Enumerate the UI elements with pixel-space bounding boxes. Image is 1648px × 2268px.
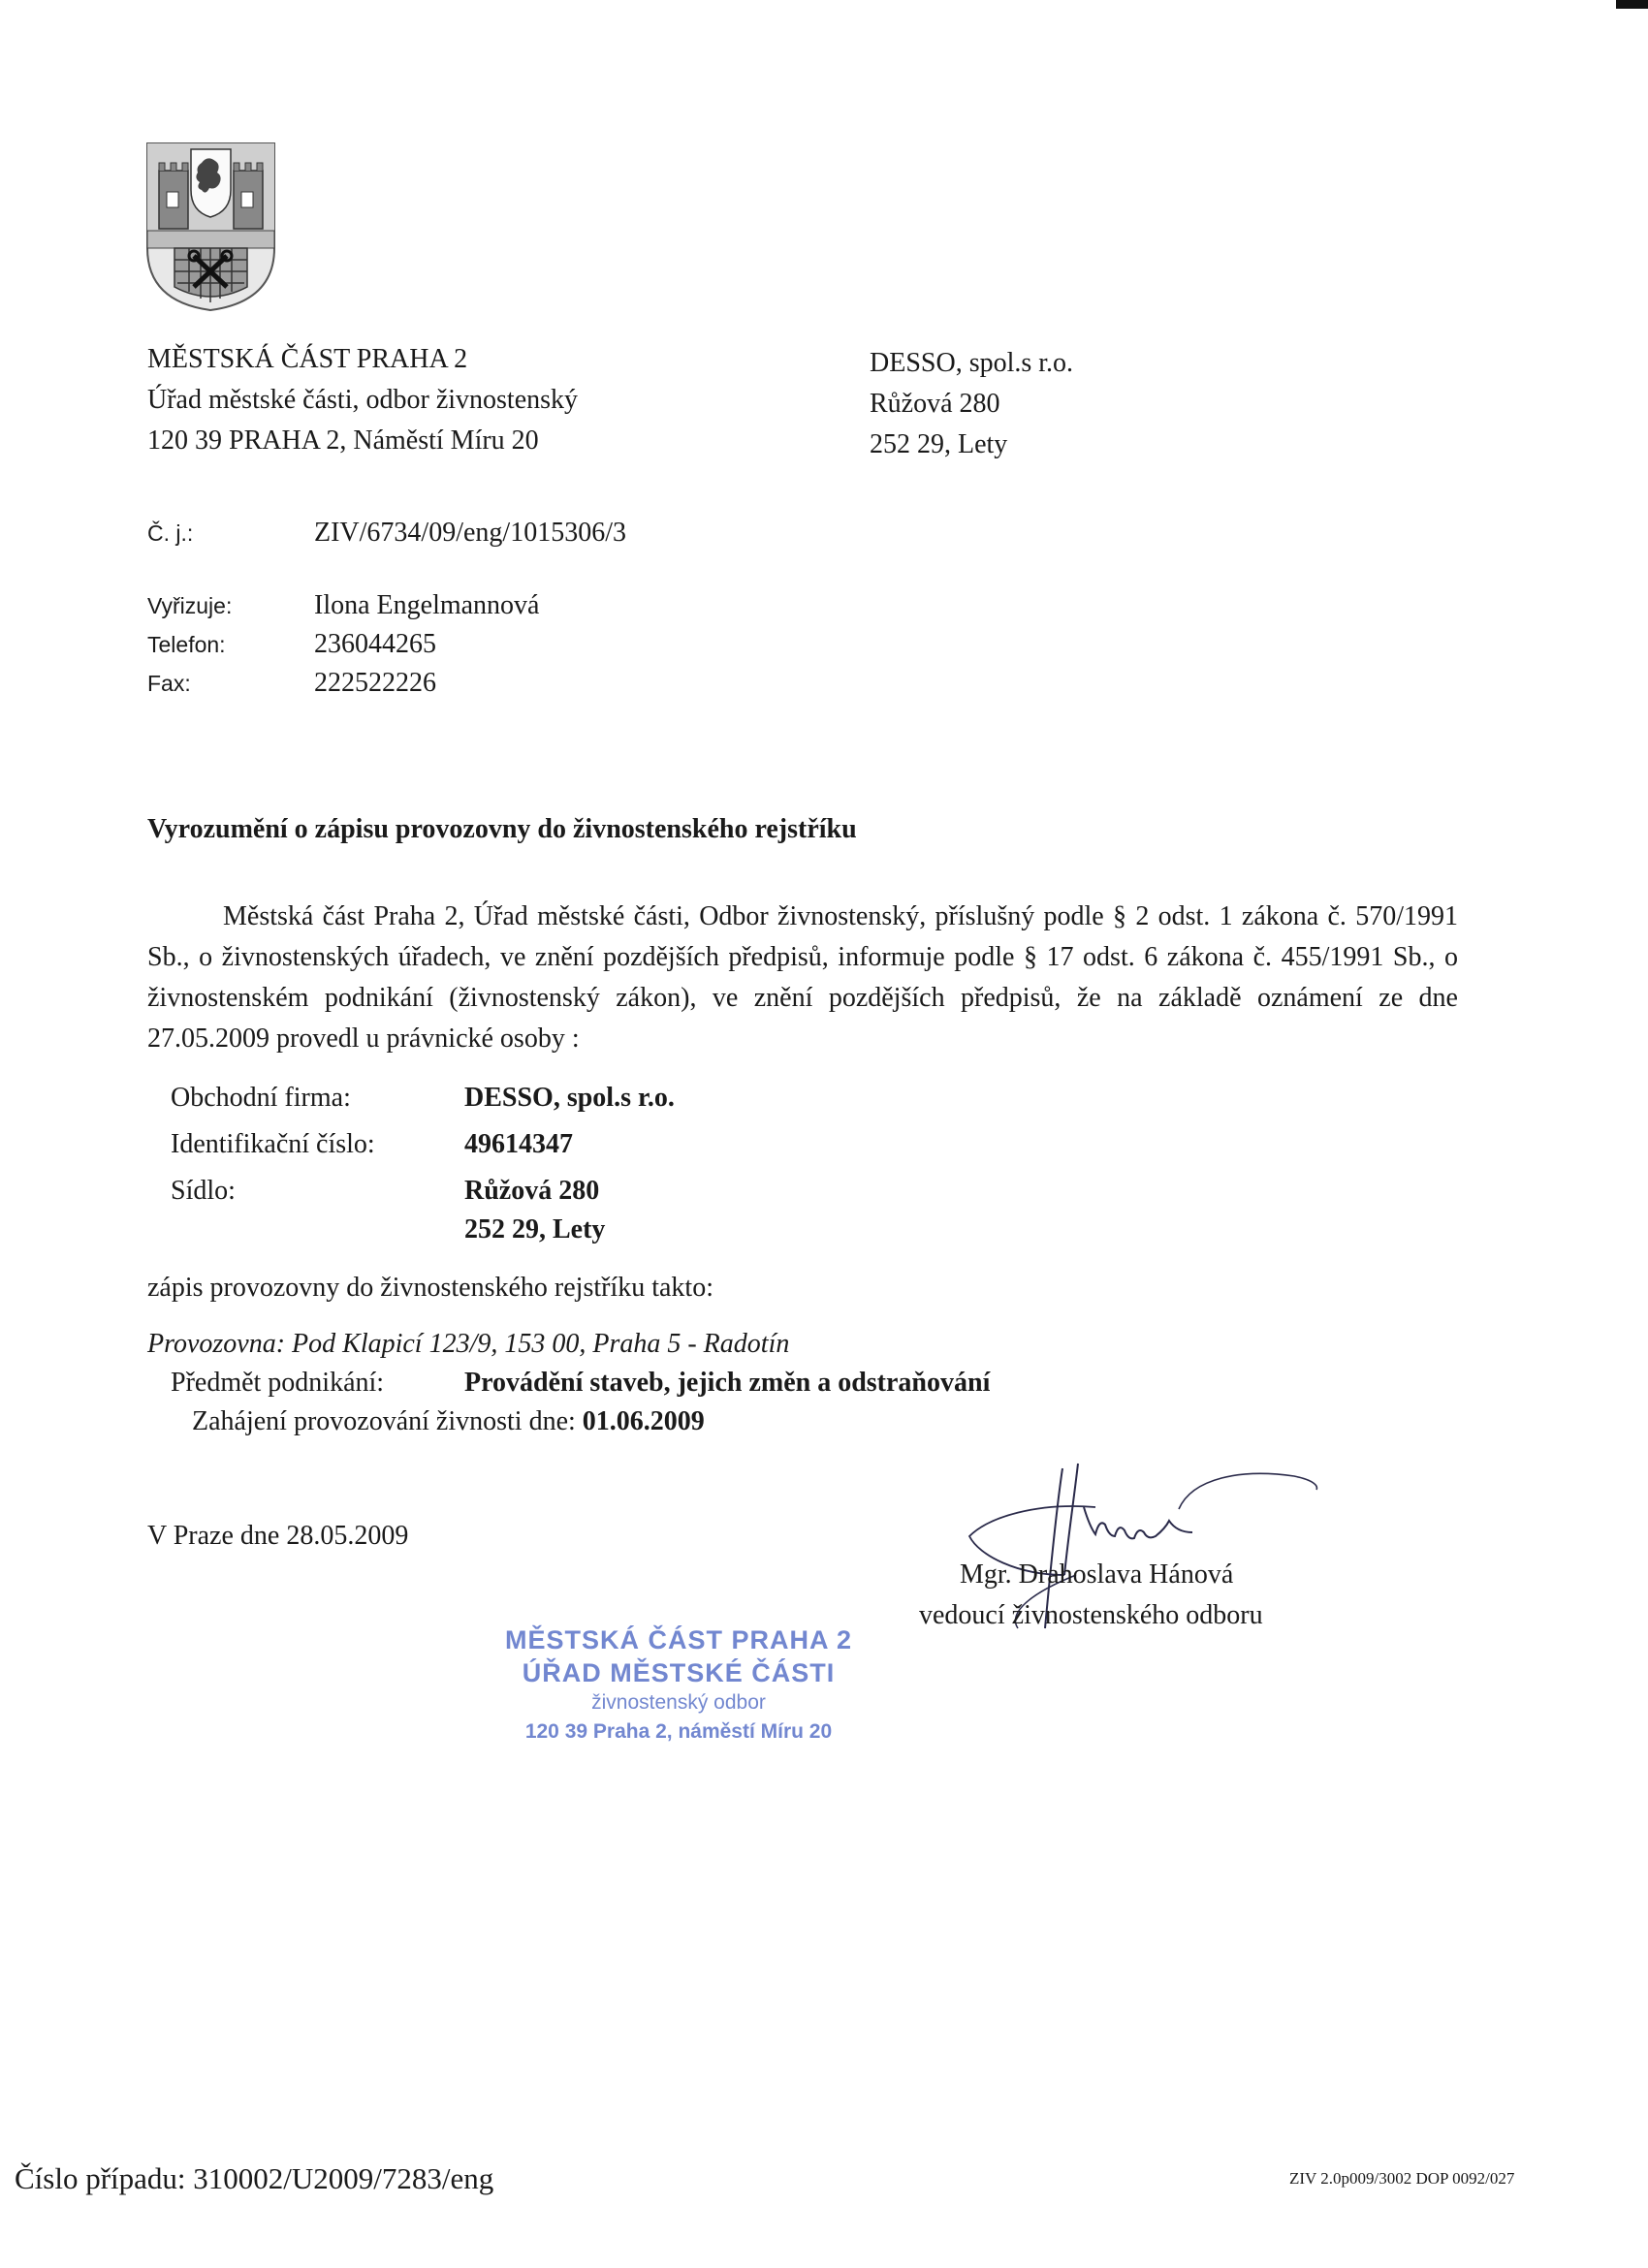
ic-label: Identifikační číslo: [171,1129,375,1159]
sender-line-1: MĚSTSKÁ ČÁST PRAHA 2 [147,344,468,374]
handled-by-row [147,586,539,625]
seat-line-1: Růžová 280 [464,1176,600,1206]
stamp-line-4: 120 39 Praha 2, náměstí Míru 20 [524,1720,833,1743]
handled-by-label: Vyřizuje: [147,593,233,618]
body-paragraph-text: Městská část Praha 2, Úřad městské části, Odbor živnostenský, příslušný podle § 2 odst. 1 zákona č. 570/1991 Sb., o živnostenských úřadech, ve znění pozdějších předpisů, informuje podle § 17 odst. 6 zákona č. 455/1991 Sb., o živnostenském podnikání (živnostenský zákon), ve znění pozdějších předpisů, že na základě oznámení ze dne 27.05.2009 provedl u právnické osoby : [147,901,1458,1054]
coat-of-arms-icon [145,142,276,312]
registration-intro: zápis provozovny do živnostenského rejstříku takto: [147,1273,713,1303]
start-date-value: 01.06.2009 [582,1406,705,1436]
handled-by-value: Ilona Engelmannová [314,590,540,620]
recipient-address [870,343,1073,465]
phone-value: 236044265 [314,629,436,659]
recipient-line-1: DESSO, spol.s r.o. [870,348,1074,378]
form-code: ZIV 2.0p009/3002 DOP 0092/027 [1289,2169,1515,2188]
seat-label: Sídlo: [171,1176,236,1206]
stamp-line-1: MĚSTSKÁ ČÁST PRAHA 2 [504,1625,853,1654]
business-subject-value: Provádění staveb, jejich změn a odstraňování [464,1368,991,1398]
phone-row [147,625,436,664]
body-paragraph [147,897,1458,1059]
fax-row [147,664,436,703]
sender-line-3: 120 39 PRAHA 2, Náměstí Míru 20 [147,425,539,456]
fax-value: 222522226 [314,668,436,698]
reference-number-value: ZIV/6734/09/eng/1015306/3 [314,518,626,548]
seat-line-2: 252 29, Lety [464,1214,606,1244]
firm-label: Obchodní firma: [171,1083,351,1113]
case-number: Číslo případu: 310002/U2009/7283/eng [15,2161,494,2195]
signer-role: vedoucí živnostenského odboru [919,1600,1263,1630]
document-heading: Vyrozumění o zápisu provozovny do živnostenského rejstříku [147,814,857,844]
stamp-line-3: živnostenský odbor [591,1691,766,1714]
sender-address [147,339,578,461]
sender-line-2: Úřad městské části, odbor živnostenský [147,385,579,415]
recipient-line-3: 252 29, Lety [870,429,1008,459]
signer-name: Mgr. Drahoslava Hánová [960,1559,1234,1590]
business-subject-label: Předmět podnikání: [171,1368,385,1398]
official-stamp [456,1623,902,1748]
place-and-date: V Praze dne 28.05.2009 [147,1521,409,1551]
firm-value: DESSO, spol.s r.o. [464,1083,675,1113]
reference-number-row [147,514,626,552]
start-date-label: Zahájení provozování živnosti dne: [192,1406,576,1436]
reference-number-label: Č. j.: [147,520,194,546]
stamp-line-2: ÚŘAD MĚSTSKÉ ČÁSTI [522,1658,836,1687]
recipient-line-2: Růžová 280 [870,389,1000,419]
scan-corner-mark [1616,0,1648,9]
ic-value: 49614347 [464,1129,573,1159]
start-date-row [192,1402,705,1442]
phone-label: Telefon: [147,632,226,657]
premises-address: Provozovna: Pod Klapicí 123/9, 153 00, Praha 5 - Radotín [147,1329,790,1359]
fax-label: Fax: [147,671,191,696]
